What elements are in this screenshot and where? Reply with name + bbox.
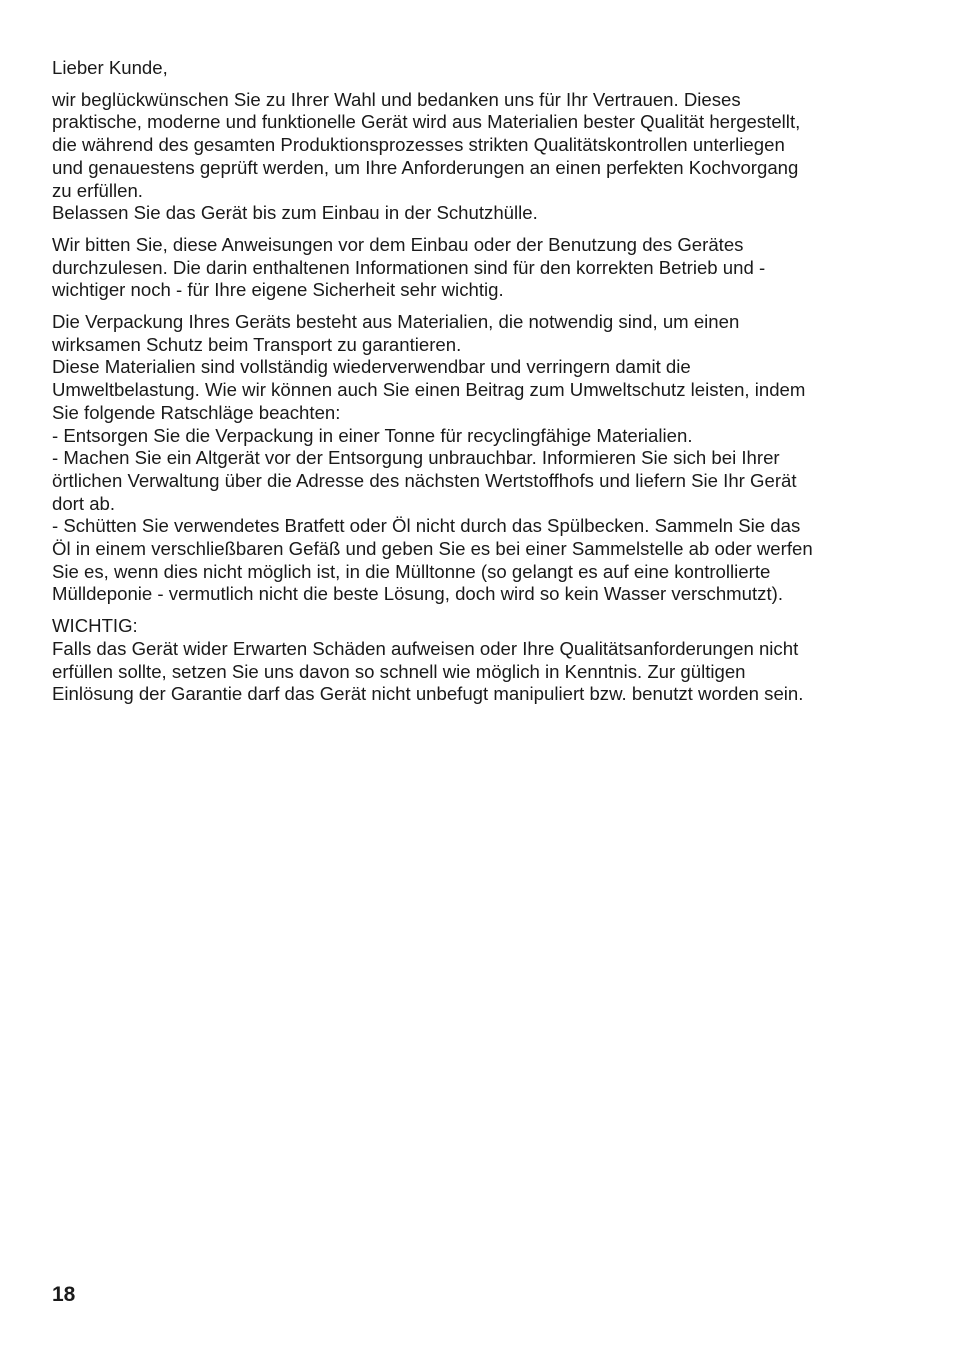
text-line: Einlösung der Garantie darf das Gerät nicht unbefugt manipuliert bzw. benutzt worden sein. <box>52 683 804 705</box>
salutation <box>52 57 914 80</box>
paragraph-spacer <box>52 225 914 234</box>
text-line: die während des gesamten Produktionsprozesses strikten Qualitätskontrollen unterliegen <box>52 134 785 156</box>
text-line: wichtiger noch - für Ihre eigene Sicherheit sehr wichtig. <box>52 279 504 301</box>
salutation-line: Lieber Kunde, <box>52 57 168 78</box>
text-line: Belassen Sie das Gerät bis zum Einbau in der Schutzhülle. <box>52 202 538 224</box>
page-number: 18 <box>52 1283 76 1306</box>
text-line: Mülldeponie - vermutlich nicht die beste Lösung, doch wird so kein Wasser verschmutzt). <box>52 583 783 605</box>
text-line: und genauestens geprüft werden, um Ihre Anforderungen an einen perfekten Kochvorgang <box>52 156 799 178</box>
text-line: Die Verpackung Ihres Geräts besteht aus Materialien, die notwendig sind, um einen <box>52 311 740 333</box>
text-line: Diese Materialien sind vollständig wiederverwendbar und verringern damit die <box>52 356 691 378</box>
text-line: wir beglückwünschen Sie zu Ihrer Wahl und bedanken uns für Ihr Vertrauen. Dieses <box>52 88 741 110</box>
text-line: WICHTIG: <box>52 615 138 637</box>
paragraph-spacer <box>52 80 914 89</box>
text-line: zu erfüllen. <box>52 179 143 201</box>
paragraph-instructions <box>52 234 914 302</box>
text-line: Sie folgende Ratschläge beachten: <box>52 401 341 423</box>
text-line: Öl in einem verschließbaren Gefäß und geben Sie es bei einer Sammelstelle ab oder werfen <box>52 538 813 560</box>
paragraph-spacer <box>52 606 914 615</box>
text-line: erfüllen sollte, setzen Sie uns davon so schnell wie möglich in Kenntnis. Zur gültigen <box>52 660 746 682</box>
document-body <box>52 57 914 706</box>
text-line: Falls das Gerät wider Erwarten Schäden aufweisen oder Ihre Qualitätsanforderungen nicht <box>52 637 799 659</box>
text-line: - Entsorgen Sie die Verpackung in einer Tonne für recyclingfähige Materialien. <box>52 424 693 446</box>
paragraph-spacer <box>52 302 914 311</box>
text-line: Sie es, wenn dies nicht möglich ist, in die Mülltonne (so gelangt es auf eine kontrollierte <box>52 560 771 582</box>
paragraph-important <box>52 615 914 706</box>
text-line: - Machen Sie ein Altgerät vor der Entsorgung unbrauchbar. Informieren Sie sich bei Ihrer <box>52 447 780 469</box>
text-line: wirksamen Schutz beim Transport zu garantieren. <box>52 333 462 355</box>
text-line: Wir bitten Sie, diese Anweisungen vor dem Einbau oder der Benutzung des Gerätes <box>52 233 744 255</box>
text-line: praktische, moderne und funktionelle Gerät wird aus Materialien bester Qualität hergestellt, <box>52 111 801 133</box>
text-line: Umweltbelastung. Wie wir können auch Sie einen Beitrag zum Umweltschutz leisten, indem <box>52 379 806 401</box>
text-line: dort ab. <box>52 492 116 514</box>
paragraph-packaging <box>52 311 914 606</box>
text-line: - Schütten Sie verwendetes Bratfett oder Öl nicht durch das Spülbecken. Sammeln Sie das <box>52 515 801 537</box>
text-line: durchzulesen. Die darin enthaltenen Informationen sind für den korrekten Betrieb und - <box>52 256 766 278</box>
paragraph-welcome <box>52 89 914 225</box>
text-line: örtlichen Verwaltung über die Adresse des nächsten Wertstoffhofs und liefern Sie Ihr Gerät <box>52 469 797 491</box>
